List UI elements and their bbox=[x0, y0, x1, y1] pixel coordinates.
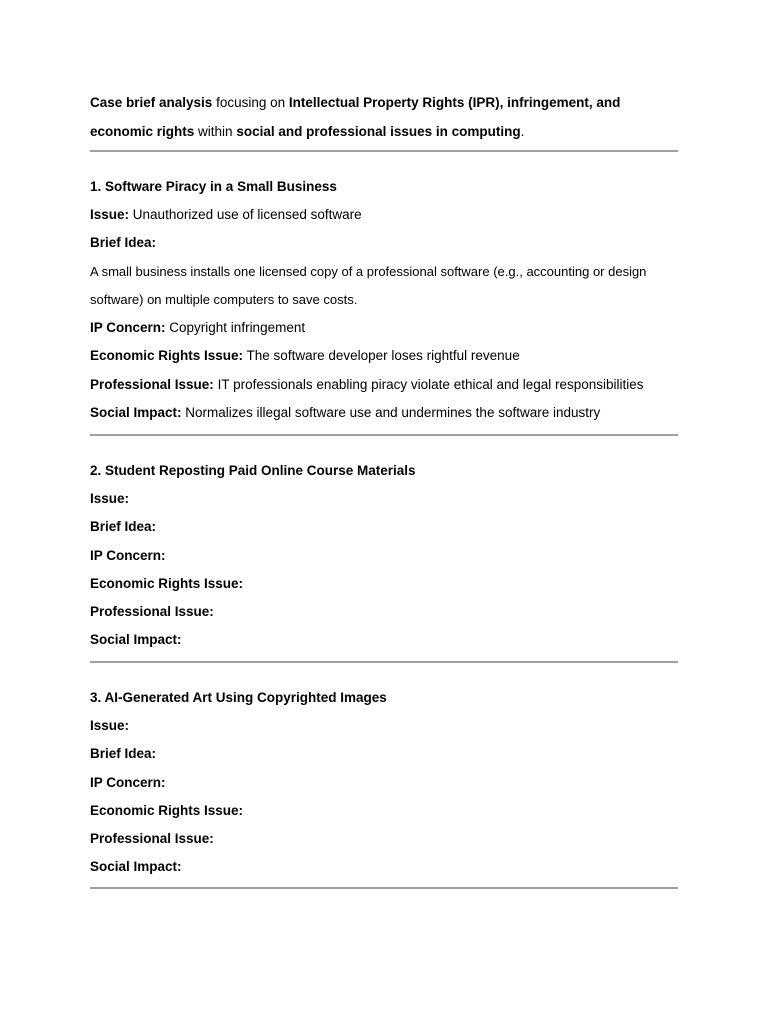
economic-rights-field bbox=[90, 797, 678, 825]
social-impact-label: Social Impact: bbox=[90, 405, 182, 421]
brief-idea-text: A small business installs one licensed copy of a professional software (e.g., accounting or design software) on multiple computers to save costs. bbox=[90, 263, 647, 307]
issue-label: Issue: bbox=[90, 718, 130, 733]
brief-idea-label: Brief Idea: bbox=[90, 235, 157, 251]
case-3 bbox=[90, 683, 678, 882]
intro-bold-1: Case brief analysis bbox=[90, 95, 213, 110]
divider bbox=[90, 661, 678, 663]
economic-rights-label: Economic Rights Issue: bbox=[90, 802, 244, 818]
issue-field bbox=[90, 712, 678, 740]
economic-rights-field bbox=[90, 570, 678, 598]
issue-field bbox=[90, 485, 678, 513]
brief-idea-label: Brief Idea: bbox=[90, 746, 157, 762]
divider bbox=[90, 150, 678, 152]
case-1 bbox=[90, 172, 678, 427]
social-impact-field bbox=[90, 853, 678, 881]
social-impact-label: Social Impact: bbox=[90, 632, 182, 648]
professional-issue-field bbox=[90, 371, 678, 399]
intro-bold-2: Intellectual Property Rights (IPR), infringement, and economic rights bbox=[90, 95, 621, 139]
case-heading: 2. Student Reposting Paid Online Course Materials bbox=[90, 463, 416, 478]
intro-text-1: focusing on bbox=[212, 95, 289, 110]
professional-issue-value: IT professionals enabling piracy violate ethical and legal responsibilities bbox=[217, 376, 644, 392]
ip-concern-field bbox=[90, 769, 678, 797]
economic-rights-label: Economic Rights Issue: bbox=[90, 575, 244, 591]
brief-idea-field bbox=[90, 740, 678, 768]
divider bbox=[90, 887, 678, 889]
ip-concern-label: IP Concern: bbox=[90, 320, 166, 336]
case-2 bbox=[90, 456, 678, 655]
intro-text-2: within bbox=[194, 124, 237, 139]
issue-label: Issue: bbox=[90, 207, 130, 222]
economic-rights-field bbox=[90, 342, 678, 370]
ip-concern-field bbox=[90, 314, 678, 342]
professional-issue-label: Professional Issue: bbox=[90, 604, 214, 620]
professional-issue-field bbox=[90, 598, 678, 626]
intro-bold-3: social and professional issues in computing bbox=[236, 124, 521, 139]
economic-rights-label: Economic Rights Issue: bbox=[90, 348, 244, 364]
issue-label: Issue: bbox=[90, 491, 130, 506]
ip-concern-label: IP Concern: bbox=[90, 547, 166, 563]
ip-concern-field bbox=[90, 542, 678, 570]
social-impact-field bbox=[90, 626, 678, 654]
economic-rights-value: The software developer loses rightful revenue bbox=[246, 348, 520, 364]
brief-idea-field bbox=[90, 513, 678, 541]
professional-issue-field bbox=[90, 825, 678, 853]
social-impact-label: Social Impact: bbox=[90, 859, 182, 875]
case-heading: 1. Software Piracy in a Small Business bbox=[90, 179, 337, 194]
professional-issue-label: Professional Issue: bbox=[90, 831, 214, 847]
intro-text-3: . bbox=[520, 124, 525, 139]
professional-issue-label: Professional Issue: bbox=[90, 376, 214, 392]
social-impact-field bbox=[90, 399, 678, 427]
intro-paragraph bbox=[90, 88, 678, 146]
brief-idea-label: Brief Idea: bbox=[90, 519, 157, 535]
issue-value: Unauthorized use of licensed software bbox=[132, 207, 362, 222]
ip-concern-value: Copyright infringement bbox=[169, 320, 306, 336]
brief-idea-field bbox=[90, 229, 678, 257]
divider bbox=[90, 434, 678, 436]
social-impact-value: Normalizes illegal software use and undermines the software industry bbox=[185, 405, 601, 421]
issue-field bbox=[90, 201, 678, 229]
case-heading: 3. AI-Generated Art Using Copyrighted Images bbox=[90, 690, 387, 705]
ip-concern-label: IP Concern: bbox=[90, 774, 166, 790]
